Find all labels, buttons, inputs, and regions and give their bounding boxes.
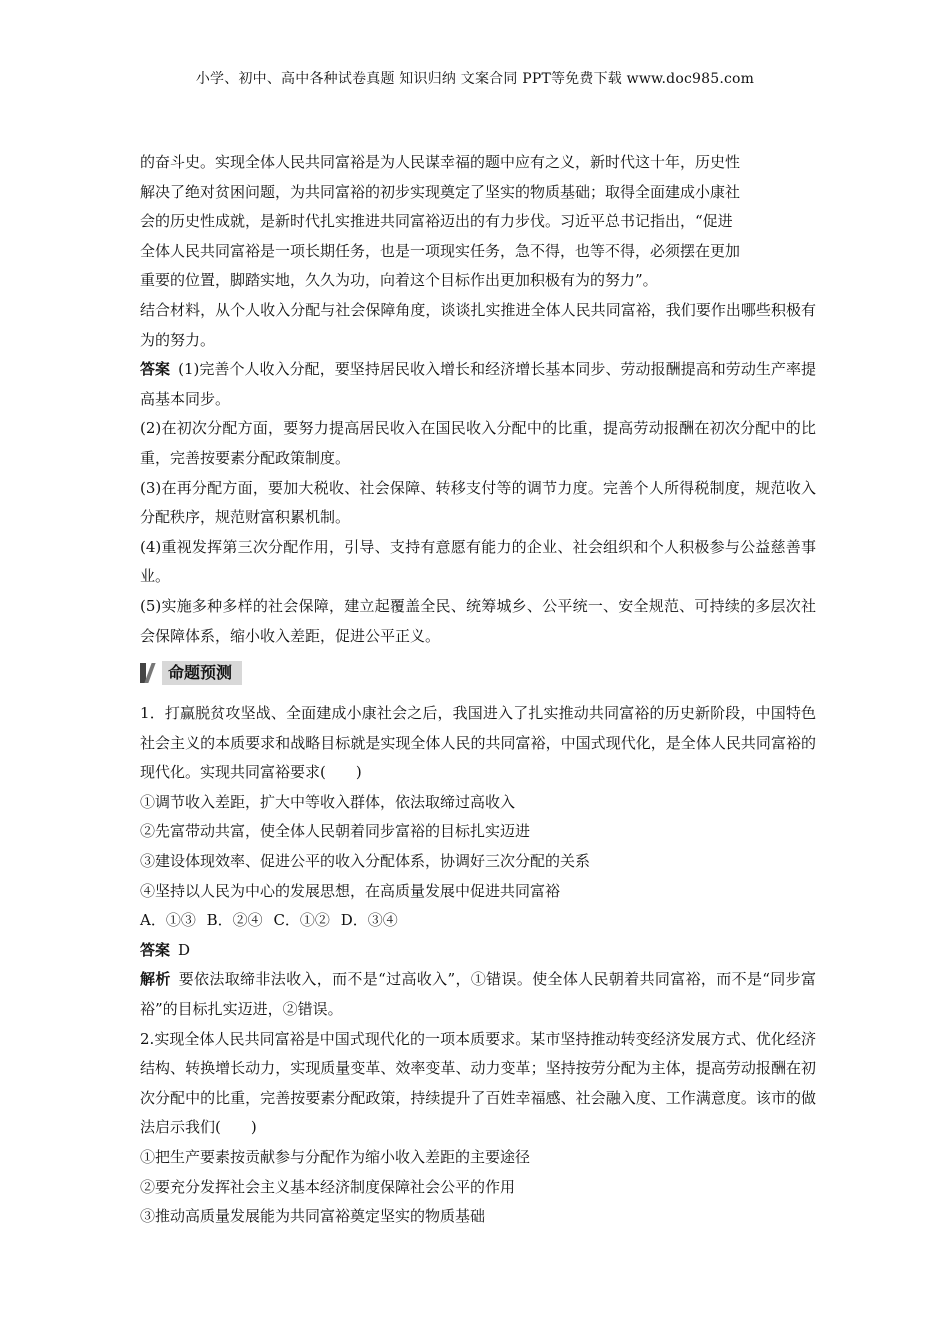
q1-analysis-label: 解析 bbox=[140, 970, 171, 989]
option-b: B．②④ bbox=[206, 911, 263, 930]
section-heading bbox=[140, 659, 816, 687]
option-a: A．①③ bbox=[140, 911, 196, 930]
material-line: 重要的位置，脚踏实地，久久为功，向着这个目标作出更加积极有为的努力”。 bbox=[140, 271, 658, 290]
material-line: 解决了绝对贫困问题，为共同富裕的初步实现奠定了坚实的物质基础；取得全面建成小康社 bbox=[140, 182, 741, 201]
q1-statement: ②先富带动共富，使全体人民朝着同步富裕的目标扎实迈进 bbox=[140, 822, 531, 841]
q2-statement: ①把生产要素按贡献参与分配作为缩小收入差距的主要途径 bbox=[140, 1148, 531, 1166]
q1-stem: 1．打赢脱贫攻坚战、全面建成小康社会之后，我国进入了扎实推动共同富裕的历史新阶段，中国特色社会主义的本质要求和战略目标就是实现全体人民的共同富裕，中国式现代化，是全体人民共同富裕的现代化。实现共同富裕要求( ) bbox=[140, 704, 816, 782]
answer-item: (4)重视发挥第三次分配作用，引导、支持有意愿有能力的企业、社会组织和个人积极参与公益慈善事业。 bbox=[140, 537, 816, 586]
section-marker-icon bbox=[140, 663, 156, 683]
answer-item: (3)在再分配方面，要加大税收、社会保障、转移支付等的调节力度。完善个人所得税制度，规范收入分配秩序，规范财富积累机制。 bbox=[140, 478, 816, 527]
q1-answer-label: 答案 bbox=[140, 940, 171, 959]
q1-analysis: 解析 要依法取缔非法收入，而不是“过高收入”，①错误。使全体人民朝着共同富裕，而不是“同步富裕”的目标扎实迈进，②错误。 bbox=[140, 970, 816, 1019]
material-line: 全体人民共同富裕是一项长期任务，也是一项现实任务，急不得，也等不得，必须摆在更加 bbox=[140, 241, 741, 260]
q1-options bbox=[140, 906, 816, 936]
option-d: D．③④ bbox=[340, 911, 398, 930]
answer-item: (2)在初次分配方面，要努力提高居民收入在国民收入分配中的比重，提高劳动报酬在初次分配中的比重，完善按要素分配政策制度。 bbox=[140, 419, 816, 467]
answer-label: 答案 bbox=[140, 360, 171, 379]
material-line: 会的历史性成就，是新时代扎实推进共同富裕迈出的有力步伐。习近平总书记指出，“促进 bbox=[140, 212, 733, 231]
q1-answer-value: D bbox=[178, 940, 191, 959]
material-line: 的奋斗史。实现全体人民共同富裕是为人民谋幸福的题中应有之义，新时代这十年，历史性 bbox=[140, 153, 741, 171]
q2-statement: ②要充分发挥社会主义基本经济制度保障社会公平的作用 bbox=[140, 1177, 516, 1196]
option-c: C．①② bbox=[273, 911, 330, 930]
material-question: 结合材料，从个人收入分配与社会保障角度，谈谈扎实推进全体人民共同富裕，我们要作出哪些积极有为的努力。 bbox=[140, 300, 816, 349]
q2-statement: ③推动高质量发展能为共同富裕奠定坚实的物质基础 bbox=[140, 1207, 486, 1226]
answer-item: 答案 (1)完善个人收入分配，要坚持居民收入增长和经济增长基本同步、劳动报酬提高和劳动生产率提高基本同步。 bbox=[140, 360, 816, 408]
answer-item: (5)实施多种多样的社会保障，建立起覆盖全民、统筹城乡、公平统一、安全规范、可持续的多层次社会保障体系，缩小收入差距，促进公平正义。 bbox=[140, 596, 816, 645]
page-header: 小学、初中、高中各种试卷真题 知识归纳 文案合同 PPT等免费下载 www.doc985.com bbox=[195, 71, 755, 87]
q1-statement: ③建设体现效率、促进公平的收入分配体系，协调好三次分配的关系 bbox=[140, 852, 591, 871]
document-body bbox=[140, 148, 816, 1232]
q1-statement: ①调节收入差距，扩大中等收入群体，依法取缔过高收入 bbox=[140, 792, 516, 811]
q1-statement: ④坚持以人民为中心的发展思想，在高质量发展中促进共同富裕 bbox=[140, 881, 561, 900]
q2-stem: 2.实现全体人民共同富裕是中国式现代化的一项本质要求。某市坚持推动转变经济发展方式、优化经济结构、转换增长动力，实现质量变革、效率变革、动力变革；坚持按劳分配为主体，提高劳动报酬在初次分配中的比重，完善按要素分配政策，持续提升了百姓幸福感、社会融入度、工作满意度。该市的做法启示我们( ) bbox=[140, 1029, 816, 1137]
section-title: 命题预测 bbox=[162, 661, 242, 685]
q1-answer bbox=[140, 936, 816, 966]
